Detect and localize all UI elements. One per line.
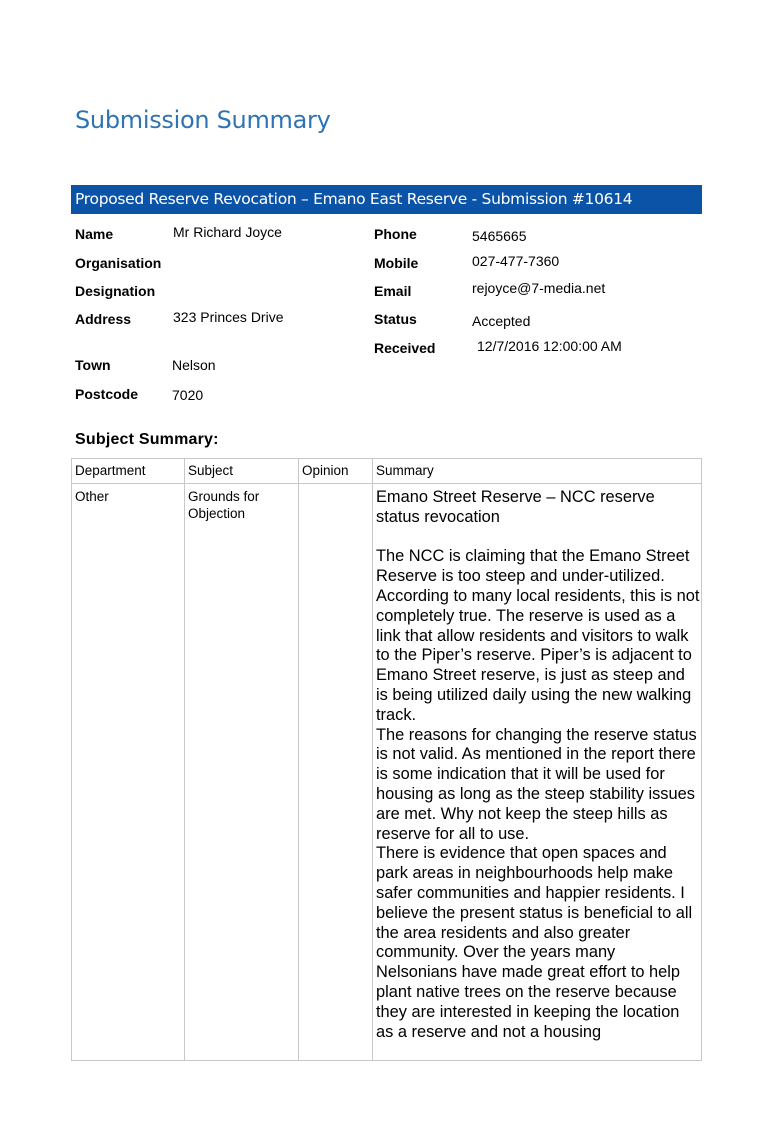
table-header-divider: [71, 483, 702, 484]
address-label: Address: [75, 311, 132, 327]
received-value: 12/7/2016 12:00:00 AM: [477, 338, 622, 354]
postcode-label: Postcode: [75, 386, 139, 402]
column-header-opinion: Opinion: [302, 463, 349, 478]
column-header-department: Department: [75, 463, 146, 478]
department-cell: Other: [75, 489, 109, 504]
summary-title: Emano Street Reserve – NCC reserve status revocation: [376, 488, 655, 526]
summary-cell: [376, 488, 700, 1042]
table-column-divider: [184, 458, 185, 1061]
status-value: Accepted: [472, 313, 531, 329]
summary-body: The NCC is claiming that the Emano Street Reserve is too steep and under-utilized. According to many local residents, this is not completely true. The reserve is used as a link that allow residents and visitors to walk to the Piper’s reserve. Piper’s is adjacent to Emano Street reserve, is just as steep and is being utilized daily using the new walking track. The reasons for changing the reserve status is not valid. As mentioned in the report there is some indication that it will be used for housing as long as the steep stability issues are met. Why not keep the steep hills as reserve for all to use. There is evidence that open spaces and park areas in neighbourhoods help make safer communities and happier residents. I believe the present status is beneficial to all the area residents and also greater community. Over the years many Nelsonians have made great effort to help plant native trees on the reserve because they are interested in keeping the location as a reserve and not a housing: [376, 547, 700, 1041]
received-label: Received: [374, 340, 436, 356]
page-title: Submission Summary: [75, 106, 331, 134]
column-header-summary: Summary: [376, 463, 434, 478]
subject-cell: Grounds for Objection: [188, 489, 260, 521]
town-label: Town: [75, 357, 111, 373]
submission-banner: Proposed Reserve Revocation – Emano East Reserve - Submission #10614: [71, 185, 702, 214]
town-value: Nelson: [172, 357, 216, 373]
postcode-value: 7020: [172, 387, 204, 403]
subject-summary-heading: Subject Summary:: [75, 431, 219, 448]
status-label: Status: [374, 311, 417, 327]
phone-value: 5465665: [472, 228, 527, 244]
table-column-divider: [372, 458, 373, 1061]
phone-label: Phone: [374, 226, 417, 242]
email-label: Email: [374, 283, 412, 299]
name-value: Mr Richard Joyce: [173, 224, 282, 240]
mobile-value: 027-477-7360: [472, 253, 560, 269]
mobile-label: Mobile: [374, 255, 419, 271]
table-column-divider: [298, 458, 299, 1061]
email-value: rejoyce@7-media.net: [472, 280, 606, 296]
organisation-label: Organisation: [75, 255, 162, 271]
column-header-subject: Subject: [188, 463, 234, 478]
address-value: 323 Princes Drive: [173, 309, 284, 325]
name-label: Name: [75, 226, 114, 242]
designation-label: Designation: [75, 283, 156, 299]
